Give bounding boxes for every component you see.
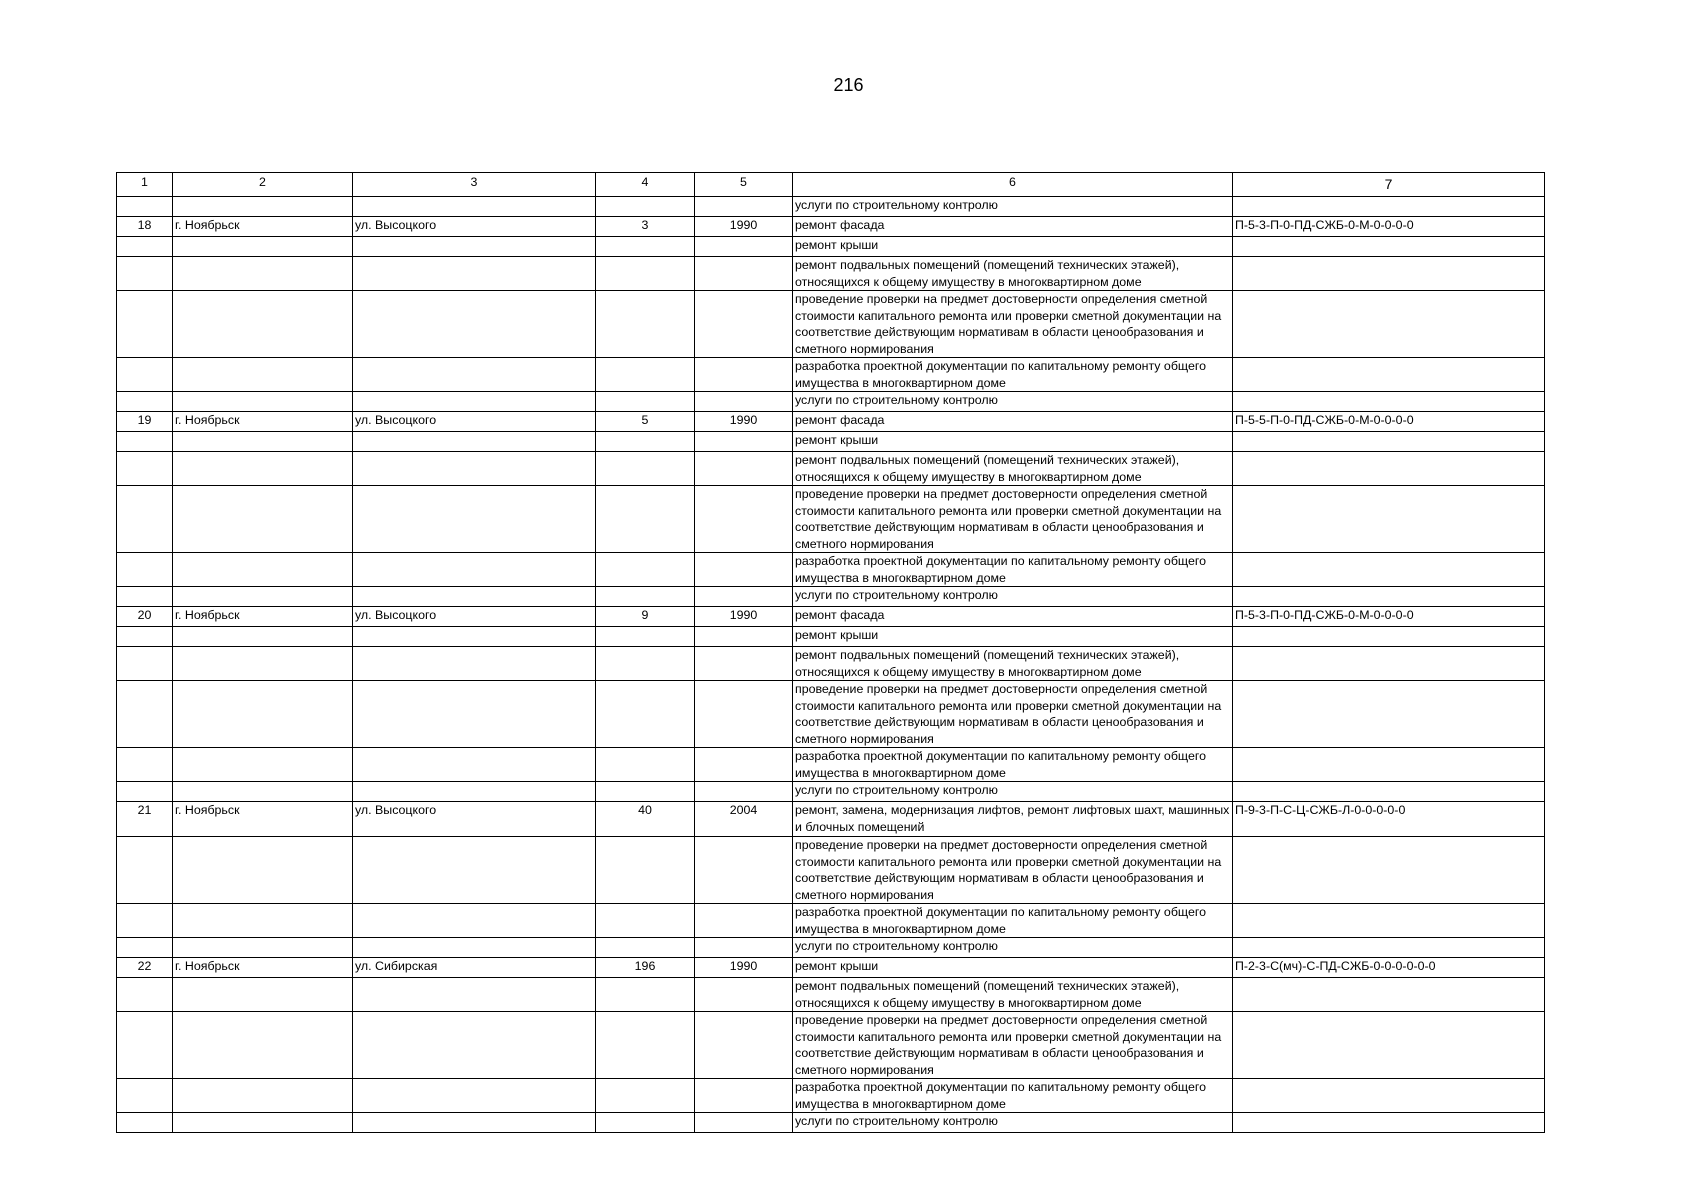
table-row — [117, 681, 1545, 748]
work-type-cell: услуги по строительному контролю — [793, 1113, 1233, 1133]
year-cell — [695, 904, 793, 938]
work-type-cell: услуги по строительному контролю — [793, 197, 1233, 217]
code-cell — [1233, 938, 1545, 958]
code-cell — [1233, 486, 1545, 553]
code-cell: П-9-3-П-С-Ц-СЖБ-Л-0-0-0-0-0 — [1233, 802, 1545, 837]
table-row — [117, 904, 1545, 938]
year-cell — [695, 1079, 793, 1113]
row-number-cell — [117, 938, 173, 958]
column-header: 1 — [117, 173, 173, 197]
table-row — [117, 1113, 1545, 1133]
row-number-cell — [117, 1079, 173, 1113]
house-number-cell: 40 — [596, 802, 695, 837]
city-cell — [173, 748, 353, 782]
year-cell: 1990 — [695, 958, 793, 978]
code-cell: П-2-3-С(мч)-С-ПД-СЖБ-0-0-0-0-0-0 — [1233, 958, 1545, 978]
repair-works-table — [116, 172, 1545, 1133]
row-number-cell: 20 — [117, 607, 173, 627]
row-number-cell — [117, 904, 173, 938]
work-type-cell: ремонт крыши — [793, 432, 1233, 452]
street-cell — [353, 782, 596, 802]
city-cell — [173, 1113, 353, 1133]
street-cell — [353, 291, 596, 358]
house-number-cell — [596, 257, 695, 291]
work-type-cell: проведение проверки на предмет достоверности определения сметной стоимости капитального ремонта или проверки сметной документации на соответствие действующим нормативам в области ценообразования и сметного нормирования — [793, 1012, 1233, 1079]
work-type-cell: ремонт крыши — [793, 627, 1233, 647]
table-row — [117, 553, 1545, 587]
work-type-cell: разработка проектной документации по капитальному ремонту общего имущества в многоквартирном доме — [793, 904, 1233, 938]
row-number-cell — [117, 587, 173, 607]
table-row — [117, 237, 1545, 257]
row-number-cell — [117, 1113, 173, 1133]
year-cell: 1990 — [695, 412, 793, 432]
street-cell — [353, 1113, 596, 1133]
house-number-cell — [596, 197, 695, 217]
house-number-cell — [596, 486, 695, 553]
column-header: 7 — [1233, 173, 1545, 197]
work-type-cell: разработка проектной документации по капитальному ремонту общего имущества в многоквартирном доме — [793, 748, 1233, 782]
work-type-cell: разработка проектной документации по капитальному ремонту общего имущества в многоквартирном доме — [793, 358, 1233, 392]
code-cell — [1233, 197, 1545, 217]
street-cell — [353, 358, 596, 392]
table-row — [117, 978, 1545, 1012]
year-cell: 2004 — [695, 802, 793, 837]
house-number-cell — [596, 237, 695, 257]
row-number-cell — [117, 452, 173, 486]
year-cell — [695, 748, 793, 782]
year-cell — [695, 938, 793, 958]
table-row — [117, 837, 1545, 904]
work-type-cell: ремонт подвальных помещений (помещений технических этажей), относящихся к общему имуществу в многоквартирном доме — [793, 452, 1233, 486]
work-type-cell: ремонт фасада — [793, 607, 1233, 627]
house-number-cell — [596, 647, 695, 681]
house-number-cell — [596, 452, 695, 486]
code-cell — [1233, 553, 1545, 587]
city-cell — [173, 782, 353, 802]
city-cell — [173, 1012, 353, 1079]
house-number-cell — [596, 938, 695, 958]
city-cell — [173, 291, 353, 358]
street-cell — [353, 237, 596, 257]
table-row — [117, 647, 1545, 681]
house-number-cell — [596, 432, 695, 452]
work-type-cell: ремонт подвальных помещений (помещений технических этажей), относящихся к общему имуществу в многоквартирном доме — [793, 647, 1233, 681]
code-cell — [1233, 837, 1545, 904]
street-cell — [353, 748, 596, 782]
code-cell — [1233, 681, 1545, 748]
city-cell — [173, 553, 353, 587]
street-cell — [353, 978, 596, 1012]
city-cell — [173, 1079, 353, 1113]
code-cell — [1233, 257, 1545, 291]
year-cell — [695, 452, 793, 486]
city-cell: г. Ноябрьск — [173, 802, 353, 837]
row-number-cell — [117, 237, 173, 257]
table-row — [117, 412, 1545, 432]
city-cell — [173, 486, 353, 553]
city-cell — [173, 237, 353, 257]
row-number-cell — [117, 486, 173, 553]
work-type-cell: ремонт крыши — [793, 237, 1233, 257]
year-cell: 1990 — [695, 607, 793, 627]
house-number-cell: 3 — [596, 217, 695, 237]
row-number-cell — [117, 197, 173, 217]
table-row — [117, 627, 1545, 647]
column-header: 5 — [695, 173, 793, 197]
work-type-cell: услуги по строительному контролю — [793, 587, 1233, 607]
year-cell — [695, 257, 793, 291]
year-cell — [695, 782, 793, 802]
year-cell — [695, 978, 793, 1012]
city-cell: г. Ноябрьск — [173, 412, 353, 432]
year-cell: 1990 — [695, 217, 793, 237]
street-cell — [353, 486, 596, 553]
work-type-cell: услуги по строительному контролю — [793, 782, 1233, 802]
city-cell — [173, 452, 353, 486]
house-number-cell — [596, 782, 695, 802]
street-cell — [353, 392, 596, 412]
year-cell — [695, 1113, 793, 1133]
column-header: 6 — [793, 173, 1233, 197]
city-cell — [173, 432, 353, 452]
code-cell: П-5-3-П-0-ПД-СЖБ-0-М-0-0-0-0 — [1233, 217, 1545, 237]
house-number-cell — [596, 392, 695, 412]
street-cell — [353, 197, 596, 217]
year-cell — [695, 647, 793, 681]
work-type-cell: ремонт подвальных помещений (помещений технических этажей), относящихся к общему имуществу в многоквартирном доме — [793, 978, 1233, 1012]
work-type-cell: разработка проектной документации по капитальному ремонту общего имущества в многоквартирном доме — [793, 1079, 1233, 1113]
table-row — [117, 1012, 1545, 1079]
city-cell — [173, 197, 353, 217]
table-row — [117, 1079, 1545, 1113]
row-number-cell: 22 — [117, 958, 173, 978]
house-number-cell — [596, 837, 695, 904]
street-cell — [353, 647, 596, 681]
code-cell: П-5-5-П-0-ПД-СЖБ-0-М-0-0-0-0 — [1233, 412, 1545, 432]
house-number-cell — [596, 553, 695, 587]
street-cell: ул. Высоцкого — [353, 217, 596, 237]
code-cell — [1233, 237, 1545, 257]
street-cell — [353, 587, 596, 607]
street-cell — [353, 627, 596, 647]
city-cell — [173, 978, 353, 1012]
table-row — [117, 257, 1545, 291]
code-cell — [1233, 291, 1545, 358]
city-cell — [173, 647, 353, 681]
street-cell: ул. Высоцкого — [353, 607, 596, 627]
year-cell — [695, 237, 793, 257]
house-number-cell: 9 — [596, 607, 695, 627]
year-cell — [695, 486, 793, 553]
city-cell — [173, 358, 353, 392]
code-cell — [1233, 392, 1545, 412]
year-cell — [695, 392, 793, 412]
street-cell: ул. Высоцкого — [353, 802, 596, 837]
year-cell — [695, 837, 793, 904]
table-row — [117, 486, 1545, 553]
row-number-cell — [117, 647, 173, 681]
code-cell — [1233, 432, 1545, 452]
work-type-cell: услуги по строительному контролю — [793, 392, 1233, 412]
city-cell: г. Ноябрьск — [173, 607, 353, 627]
column-header: 2 — [173, 173, 353, 197]
street-cell — [353, 257, 596, 291]
table-row — [117, 217, 1545, 237]
row-number-cell — [117, 291, 173, 358]
code-cell — [1233, 1012, 1545, 1079]
row-number-cell: 21 — [117, 802, 173, 837]
street-cell: ул. Высоцкого — [353, 412, 596, 432]
row-number-cell — [117, 627, 173, 647]
city-cell — [173, 627, 353, 647]
work-type-cell: ремонт крыши — [793, 958, 1233, 978]
street-cell — [353, 1079, 596, 1113]
row-number-cell: 19 — [117, 412, 173, 432]
work-type-cell: проведение проверки на предмет достоверности определения сметной стоимости капитального ремонта или проверки сметной документации на соответствие действующим нормативам в области ценообразования и сметного нормирования — [793, 291, 1233, 358]
house-number-cell — [596, 358, 695, 392]
row-number-cell — [117, 748, 173, 782]
house-number-cell — [596, 681, 695, 748]
work-type-cell: разработка проектной документации по капитальному ремонту общего имущества в многоквартирном доме — [793, 553, 1233, 587]
row-number-cell — [117, 432, 173, 452]
city-cell — [173, 257, 353, 291]
city-cell — [173, 587, 353, 607]
table-row — [117, 782, 1545, 802]
table-row — [117, 958, 1545, 978]
year-cell — [695, 358, 793, 392]
house-number-cell: 196 — [596, 958, 695, 978]
work-type-cell: проведение проверки на предмет достоверности определения сметной стоимости капитального ремонта или проверки сметной документации на соответствие действующим нормативам в области ценообразования и сметного нормирования — [793, 486, 1233, 553]
table-row — [117, 452, 1545, 486]
work-type-cell: ремонт подвальных помещений (помещений технических этажей), относящихся к общему имуществу в многоквартирном доме — [793, 257, 1233, 291]
column-header: 3 — [353, 173, 596, 197]
column-header: 4 — [596, 173, 695, 197]
row-number-cell — [117, 257, 173, 291]
code-cell: П-5-3-П-0-ПД-СЖБ-0-М-0-0-0-0 — [1233, 607, 1545, 627]
row-number-cell — [117, 681, 173, 748]
year-cell — [695, 291, 793, 358]
code-cell — [1233, 587, 1545, 607]
house-number-cell — [596, 1079, 695, 1113]
city-cell — [173, 904, 353, 938]
row-number-cell: 18 — [117, 217, 173, 237]
street-cell — [353, 432, 596, 452]
row-number-cell — [117, 358, 173, 392]
house-number-cell — [596, 1012, 695, 1079]
code-cell — [1233, 978, 1545, 1012]
code-cell — [1233, 1079, 1545, 1113]
table-row — [117, 938, 1545, 958]
table-row — [117, 432, 1545, 452]
house-number-cell: 5 — [596, 412, 695, 432]
work-type-cell: услуги по строительному контролю — [793, 938, 1233, 958]
table-row — [117, 392, 1545, 412]
row-number-cell — [117, 1012, 173, 1079]
page-number: 216 — [833, 75, 864, 95]
code-cell — [1233, 358, 1545, 392]
row-number-cell — [117, 553, 173, 587]
street-cell: ул. Сибирская — [353, 958, 596, 978]
work-type-cell: проведение проверки на предмет достоверности определения сметной стоимости капитального ремонта или проверки сметной документации на соответствие действующим нормативам в области ценообразования и сметного нормирования — [793, 681, 1233, 748]
house-number-cell — [596, 627, 695, 647]
code-cell — [1233, 782, 1545, 802]
code-cell — [1233, 904, 1545, 938]
year-cell — [695, 432, 793, 452]
city-cell: г. Ноябрьск — [173, 217, 353, 237]
code-cell — [1233, 748, 1545, 782]
table-header-row — [117, 173, 1545, 197]
city-cell — [173, 837, 353, 904]
table-row — [117, 748, 1545, 782]
house-number-cell — [596, 978, 695, 1012]
year-cell — [695, 553, 793, 587]
year-cell — [695, 1012, 793, 1079]
code-cell — [1233, 627, 1545, 647]
code-cell — [1233, 452, 1545, 486]
code-cell — [1233, 1113, 1545, 1133]
row-number-cell — [117, 392, 173, 412]
street-cell — [353, 553, 596, 587]
street-cell — [353, 681, 596, 748]
row-number-cell — [117, 782, 173, 802]
city-cell: г. Ноябрьск — [173, 958, 353, 978]
table-row — [117, 291, 1545, 358]
work-type-cell: ремонт, замена, модернизация лифтов, ремонт лифтовых шахт, машинных и блочных помещений — [793, 802, 1233, 837]
row-number-cell — [117, 978, 173, 1012]
house-number-cell — [596, 587, 695, 607]
year-cell — [695, 587, 793, 607]
work-type-cell: ремонт фасада — [793, 412, 1233, 432]
house-number-cell — [596, 904, 695, 938]
year-cell — [695, 627, 793, 647]
city-cell — [173, 392, 353, 412]
year-cell — [695, 197, 793, 217]
street-cell — [353, 452, 596, 486]
work-type-cell: ремонт фасада — [793, 217, 1233, 237]
year-cell — [695, 681, 793, 748]
table-row — [117, 587, 1545, 607]
street-cell — [353, 1012, 596, 1079]
row-number-cell — [117, 837, 173, 904]
city-cell — [173, 681, 353, 748]
code-cell — [1233, 647, 1545, 681]
house-number-cell — [596, 748, 695, 782]
house-number-cell — [596, 1113, 695, 1133]
work-type-cell: проведение проверки на предмет достоверности определения сметной стоимости капитального ремонта или проверки сметной документации на соответствие действующим нормативам в области ценообразования и сметного нормирования — [793, 837, 1233, 904]
table-row — [117, 358, 1545, 392]
table-row — [117, 607, 1545, 627]
street-cell — [353, 938, 596, 958]
table-row — [117, 197, 1545, 217]
table-row — [117, 802, 1545, 837]
street-cell — [353, 904, 596, 938]
house-number-cell — [596, 291, 695, 358]
street-cell — [353, 837, 596, 904]
city-cell — [173, 938, 353, 958]
